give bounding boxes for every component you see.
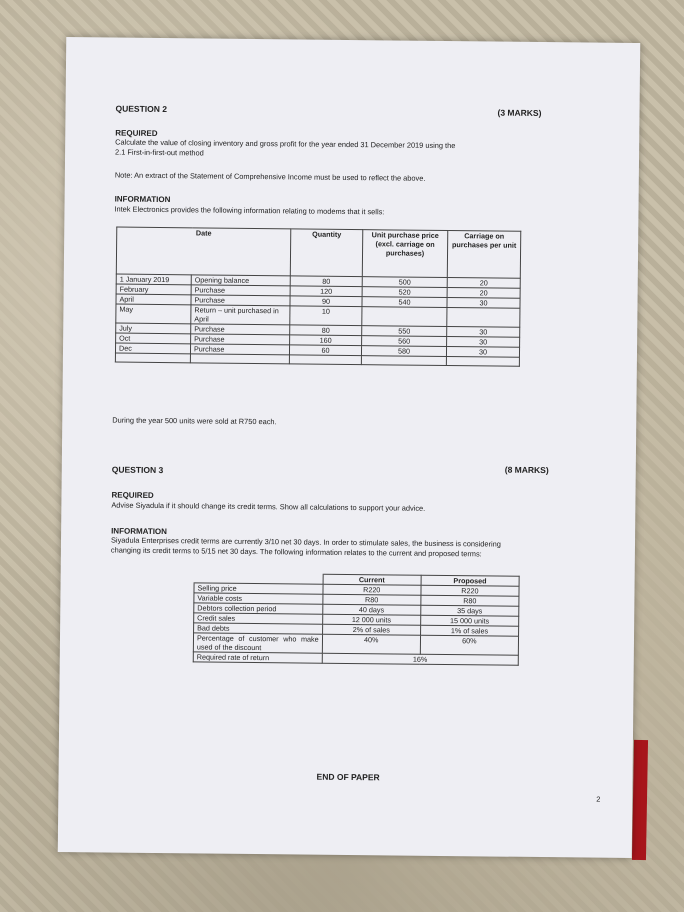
row-date: April bbox=[116, 294, 191, 305]
q2-marks: (3 MARKS) bbox=[497, 107, 542, 118]
row-current: 40 days bbox=[322, 604, 420, 615]
credit-terms-table bbox=[193, 572, 520, 665]
row-current: 12 000 units bbox=[322, 614, 420, 625]
row-qty: 160 bbox=[290, 335, 362, 346]
row-date: Dec bbox=[115, 343, 190, 354]
q2-required-text-1: Calculate the value of closing inventory and gross profit for the year ended 31 December 2019 using the bbox=[115, 137, 456, 151]
row-desc: Purchase bbox=[191, 334, 290, 345]
row-date: Oct bbox=[116, 333, 191, 344]
row-carriage: 30 bbox=[447, 298, 520, 309]
row-qty: 90 bbox=[290, 296, 362, 307]
q2-sold-text: During the year 500 units were sold at R750 each. bbox=[112, 415, 277, 427]
header-date: Date bbox=[116, 227, 290, 276]
row-desc: Purchase bbox=[190, 344, 289, 355]
q3-title: QUESTION 3 bbox=[111, 464, 164, 476]
row-price: 520 bbox=[362, 287, 447, 298]
row-label: Bad debts bbox=[194, 623, 323, 634]
q2-info-heading: INFORMATION bbox=[114, 194, 171, 205]
row-proposed: 60% bbox=[420, 635, 518, 655]
q3-info-text-2: changing its credit terms to 5/15 net 30 days. The following information relates to the current and proposed terms: bbox=[110, 545, 482, 559]
q3-marks: (8 MARKS) bbox=[504, 464, 549, 476]
row-date: 1 January 2019 bbox=[116, 274, 191, 285]
row-price: 540 bbox=[362, 297, 447, 308]
q2-required-heading: REQUIRED bbox=[115, 128, 158, 138]
q2-note: Note: An extract of the Statement of Comprehensive Income must be used to reflect the above. bbox=[114, 170, 426, 183]
row-proposed: 1% of sales bbox=[420, 625, 518, 636]
header-proposed: Proposed bbox=[421, 575, 519, 586]
q2-info-text: Intek Electronics provides the following information relating to modems that it sells: bbox=[114, 204, 385, 217]
row-price: 550 bbox=[362, 326, 447, 337]
end-of-paper: END OF PAPER bbox=[316, 771, 380, 783]
q3-info-heading: INFORMATION bbox=[111, 526, 168, 537]
row-carriage: 30 bbox=[446, 347, 519, 358]
row-desc: Opening balance bbox=[191, 275, 290, 286]
row-label: Credit sales bbox=[194, 613, 323, 624]
row-price: 560 bbox=[362, 336, 447, 347]
row-carriage: 20 bbox=[447, 288, 520, 299]
header-quantity: Quantity bbox=[290, 229, 362, 277]
row-price: 580 bbox=[361, 346, 446, 357]
header-carriage: Carriage on purchases per unit bbox=[447, 231, 520, 279]
row-carriage: 30 bbox=[447, 337, 520, 348]
row-label: Variable costs bbox=[194, 593, 323, 604]
q3-required-text: Advise Siyadula if it should change its credit terms. Show all calculations to support your advice. bbox=[111, 500, 426, 513]
row-price bbox=[362, 307, 447, 327]
row-qty: 80 bbox=[290, 276, 362, 287]
q2-required-text-2: 2.1 First-in-first-out method bbox=[115, 147, 204, 158]
row-current: R220 bbox=[323, 584, 421, 595]
exam-paper-page bbox=[58, 37, 641, 858]
required-rate-value: 16% bbox=[322, 653, 518, 665]
inventory-table bbox=[115, 227, 521, 367]
required-rate-label: Required rate of return bbox=[193, 652, 322, 663]
row-carriage bbox=[447, 308, 520, 328]
red-binder-edge bbox=[632, 740, 648, 860]
row-price: 500 bbox=[362, 277, 447, 288]
row-label: Percentage of customer who make used of the discount bbox=[193, 633, 322, 653]
row-desc: Purchase bbox=[191, 295, 290, 306]
table-row bbox=[193, 652, 518, 665]
row-desc: Purchase bbox=[191, 285, 290, 296]
row-label: Selling price bbox=[194, 583, 323, 594]
row-desc: Return – unit purchased in April bbox=[191, 305, 290, 325]
row-qty: 80 bbox=[290, 325, 362, 336]
row-label: Debtors collection period bbox=[194, 603, 323, 614]
row-desc: Purchase bbox=[191, 324, 290, 335]
row-proposed: 15 000 units bbox=[420, 615, 518, 626]
row-current: 40% bbox=[322, 634, 420, 654]
inventory-table-header bbox=[116, 227, 520, 278]
q3-info-text-1: Siyadula Enterprises credit terms are currently 3/10 net 30 days. In order to stimulate sales, the business is considering bbox=[110, 535, 501, 549]
row-date: July bbox=[116, 323, 191, 334]
page-number: 2 bbox=[596, 794, 601, 804]
header-current: Current bbox=[323, 574, 421, 585]
header-unit-price: Unit purchase price (excl. carriage on purchases) bbox=[362, 230, 447, 278]
row-proposed: 35 days bbox=[421, 605, 519, 616]
row-current: R80 bbox=[323, 594, 421, 605]
row-date: February bbox=[116, 284, 191, 295]
row-proposed: R80 bbox=[421, 595, 519, 606]
row-qty: 120 bbox=[290, 286, 362, 297]
row-current: 2% of sales bbox=[322, 624, 420, 635]
row-carriage: 20 bbox=[447, 278, 520, 289]
q2-title: QUESTION 2 bbox=[115, 103, 168, 115]
row-proposed: R220 bbox=[421, 585, 519, 596]
row-date: May bbox=[116, 304, 191, 324]
row-qty: 10 bbox=[290, 306, 362, 326]
row-qty: 60 bbox=[289, 345, 361, 356]
row-carriage: 30 bbox=[447, 327, 520, 338]
q3-required-heading: REQUIRED bbox=[111, 490, 154, 500]
